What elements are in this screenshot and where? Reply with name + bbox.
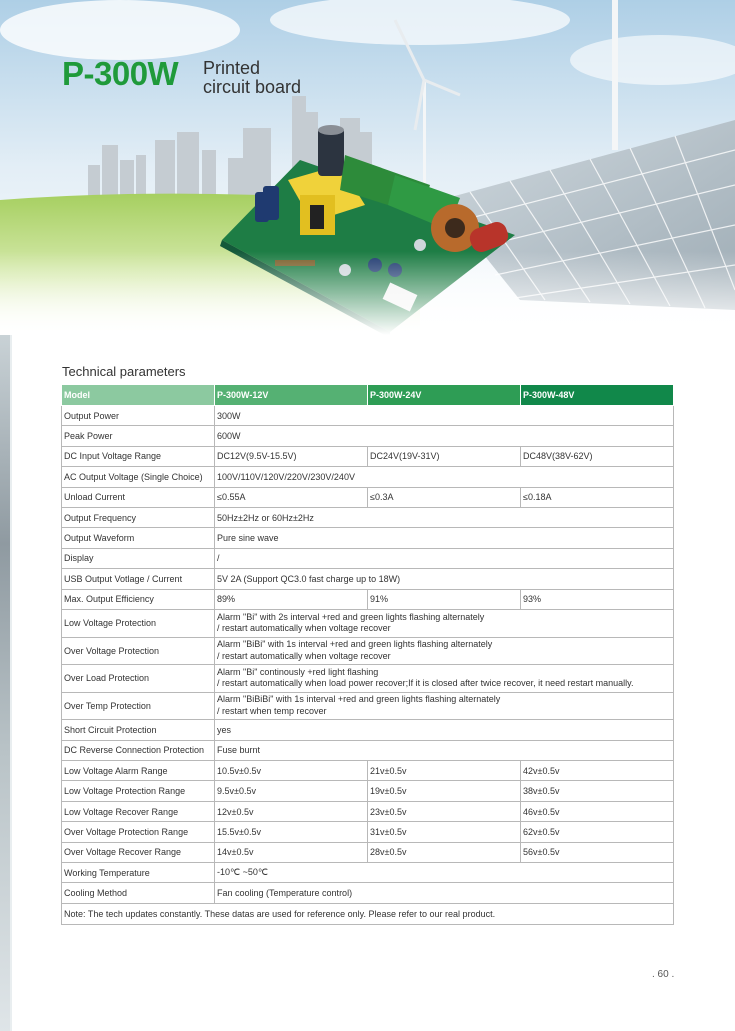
row-label: Display [62,548,215,568]
table-row [62,507,674,527]
row-label: Low Voltage Protection Range [62,781,215,801]
row-value-cell: 62v±0.5v [521,822,674,842]
row-value-cell: 15.5v±0.5v [215,822,368,842]
row-value [215,692,674,720]
row-label: Over Voltage Protection [62,637,215,665]
row-label: Over Voltage Recover Range [62,842,215,862]
row-value-line: / restart automatically when voltage recover [217,623,391,634]
table-row [62,446,674,466]
row-value-cell: 42v±0.5v [521,761,674,781]
row-label: Over Temp Protection [62,692,215,720]
row-label: Cooling Method [62,883,215,903]
row-value-cell: ≤0.18A [521,487,674,507]
table-row [62,720,674,740]
row-value-cell: DC24V(19V-31V) [368,446,521,466]
table-row [62,426,674,446]
row-value: 100V/110V/120V/220V/230V/240V [215,467,674,487]
row-value-cell: 21v±0.5v [368,761,521,781]
row-value: 600W [215,426,674,446]
row-value-cell: 31v±0.5v [368,822,521,842]
row-label: USB Output Votlage / Current [62,569,215,589]
table-row [62,761,674,781]
row-value-cell: 12v±0.5v [215,801,368,821]
table-note-row [62,903,674,924]
table-row [62,863,674,883]
row-value-cell: 56v±0.5v [521,842,674,862]
row-label: Low Voltage Recover Range [62,801,215,821]
table-note: Note: The tech updates constantly. These datas are used for reference only. Please refer to our real product. [62,903,674,924]
row-value-cell: 89% [215,589,368,609]
row-label: Output Frequency [62,507,215,527]
table-row [62,528,674,548]
row-value-cell: 91% [368,589,521,609]
row-value-cell: 93% [521,589,674,609]
table-row [62,467,674,487]
header-cell-48v: P-300W-48V [521,385,674,406]
row-value-line: / restart when temp recover [217,705,327,716]
row-value: 5V 2A (Support QC3.0 fast charge up to 18W) [215,569,674,589]
row-label: Output Waveform [62,528,215,548]
product-subtitle [203,59,301,97]
row-value-cell: DC48V(38V-62V) [521,446,674,466]
table-row [62,822,674,842]
header-cell-model: Model [62,385,215,406]
row-label: Over Load Protection [62,665,215,693]
table-row [62,569,674,589]
row-value-line: / restart automatically when voltage recover [217,650,391,661]
subtitle-line-1: Printed [203,58,261,78]
row-value-line: / restart automatically when load power recover;If it is closed after twice recover, it need restart manually. [217,678,634,689]
table-row [62,406,674,426]
section-title: Technical parameters [62,364,186,379]
row-value: Pure sine wave [215,528,674,548]
row-label: Low Voltage Alarm Range [62,761,215,781]
row-label: Peak Power [62,426,215,446]
row-value-line: Alarm "BiBi" with 1s interval +red and green lights flashing alternately [217,639,493,650]
table-row [62,665,674,693]
hero-banner [0,0,735,335]
row-value-cell: ≤0.3A [368,487,521,507]
row-label: Max. Output Efficiency [62,589,215,609]
row-value: / [215,548,674,568]
decorative-left-strip [0,335,12,1031]
row-value-cell: 10.5v±0.5v [215,761,368,781]
row-value-line: Alarm "Bi" continously +red light flashing [217,666,379,677]
subtitle-line-2: circuit board [203,77,302,97]
row-value-cell: 23v±0.5v [368,801,521,821]
row-value-cell: 19v±0.5v [368,781,521,801]
row-value-cell: 14v±0.5v [215,842,368,862]
table-row [62,740,674,760]
row-value-line: Alarm "BiBiBi" with 1s interval +red and green lights flashing alternately [217,694,501,705]
row-value-cell: DC12V(9.5V-15.5V) [215,446,368,466]
spec-table [61,384,674,925]
row-value: 300W [215,406,674,426]
row-label: DC Input Voltage Range [62,446,215,466]
row-value-cell: 46v±0.5v [521,801,674,821]
row-label: Over Voltage Protection Range [62,822,215,842]
row-value [215,609,674,637]
row-value [215,665,674,693]
row-value: Fan cooling (Temperature control) [215,883,674,903]
table-row [62,609,674,637]
table-row [62,692,674,720]
table-row [62,548,674,568]
table-row [62,637,674,665]
row-value-cell: 28v±0.5v [368,842,521,862]
table-header-row [62,385,674,406]
hero-illustration [0,0,735,335]
header-cell-12v: P-300W-12V [215,385,368,406]
row-label: Unload Current [62,487,215,507]
table-row [62,589,674,609]
row-label: DC Reverse Connection Protection [62,740,215,760]
row-value: Fuse burnt [215,740,674,760]
row-value-cell: ≤0.55A [215,487,368,507]
row-value: -10℃ ~50℃ [215,863,674,883]
row-label: AC Output Voltage (Single Choice) [62,467,215,487]
row-value-cell: 38v±0.5v [521,781,674,801]
page-number: . 60 . [652,969,675,980]
table-row [62,801,674,821]
row-label: Low Voltage Protection [62,609,215,637]
row-value: 50Hz±2Hz or 60Hz±2Hz [215,507,674,527]
row-value-line: Alarm "Bi" with 2s interval +red and green lights flashing alternately [217,611,485,622]
table-row [62,842,674,862]
row-value [215,637,674,665]
header-cell-24v: P-300W-24V [368,385,521,406]
table-row [62,781,674,801]
table-row [62,487,674,507]
row-label: Output Power [62,406,215,426]
row-value-cell: 9.5v±0.5v [215,781,368,801]
product-model-title: P-300W [62,55,179,92]
table-row [62,883,674,903]
row-label: Short Circuit Protection [62,720,215,740]
row-value: yes [215,720,674,740]
row-label: Working Temperature [62,863,215,883]
